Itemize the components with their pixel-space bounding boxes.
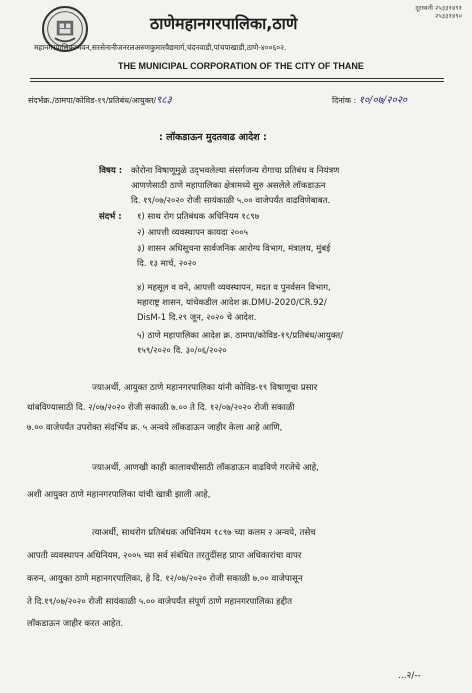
page-continuation-marker: ...२/-- <box>398 671 421 681</box>
paragraph-1-line-3: ७.०० वाजेपर्यंत उपरोक्त संदर्भिय क्र. ५ अन्वये लॉकडाऊन जाहीर केला आहे आणि, <box>27 423 283 433</box>
phone-line-1: दूरध्वनी २५३३१४९१ <box>415 4 462 12</box>
corporation-address: महानगरपालिकाभवन,सरसेनानीजनरलअरुणकुमारवैद्यमार्ग,चंदनवाडी,पांचपाखाडी,ठाणे-४००६०२. <box>34 43 287 52</box>
paragraph-1-line-1: ज्याअर्थी, आयुक्त ठाणे महानगरपालिका यांनी कोविड-१९ विषाणूचा प्रसार <box>92 383 318 393</box>
reference-item-1: १) साथ रोग प्रतिबंधक अधिनियम १८९७ <box>137 212 260 222</box>
reference-number <box>28 92 172 106</box>
order-date <box>332 92 407 106</box>
paragraph-3-line-4: ते दि.१९/०७/२०२० रोजी सायंकाळी ५.०० वाजेपर्यंत संपूर्ण ठाणे महानगरपालिका हद्दीत <box>27 597 292 607</box>
corporation-name-english: THE MUNICIPAL CORPORATION OF THE CITY OF THANE <box>118 61 364 71</box>
reference-item-4-cont-1: महाराष्ट्र शासन, यांचेकडील आदेश क्र.DMU-2020/CR.92/ <box>137 298 327 308</box>
paragraph-3-line-1: त्याअर्थी, साथरोग प्रतिबंधक अधिनियम १८९७ च्या कलम २ अन्वये, तसेच <box>92 528 316 538</box>
phone-line-2: २५३३१४९० <box>434 12 462 20</box>
subject-label: विषय : <box>99 166 123 176</box>
phone-numbers <box>415 4 462 20</box>
date-label: दिनांक : <box>332 96 357 105</box>
order-title: : लॉकडाऊन मुदतवाढ आदेश : <box>159 132 267 143</box>
reference-item-3-cont: दि. १३ मार्च, २०२० <box>137 259 197 269</box>
references-label: संदर्भ : <box>99 212 122 222</box>
reference-label: संदर्भक्र./ठामपा/कोविड-१९/प्रतिबंध/आयुक्त/ <box>28 96 157 105</box>
reference-item-5: ५) ठाणे महापालिका आदेश क्र. ठामपा/कोविड-१९/प्रतिबंध/आयुक्त/ <box>137 331 344 341</box>
paragraph-3-line-2: आपती व्यवस्थापन अधिनियम, २००५ च्या सर्व संबंधित तरतुदींसह प्राप्त अधिकारांचा वापर <box>27 551 302 561</box>
corporation-name-marathi: ठाणेमहानगरपालिका,ठाणे <box>150 14 298 33</box>
paragraph-1-line-2: थांबविण्यासाठी दि. २/०७/२०२० रोजी सकाळी ७.०० ते दि. १२/०७/२०२० रोजी सकाळी <box>27 403 295 413</box>
paragraph-3-line-3: करुन, आयुक्त ठाणे महानगरपालिका, हे दि. १२/०७/२०२० रोजी सकाळी ७.०० वाजेपासून <box>27 574 303 584</box>
reference-item-4-cont-2: DisM-1 दि.२९ जून, २०२० चे आदेश. <box>137 313 257 323</box>
date-value-handwritten: १०/०७/२०२० <box>358 95 408 106</box>
reference-number-handwritten: ९८३ <box>156 95 172 106</box>
subject-line-3: दि. १९/०७/२०२० रोजी सायंकाळी ५.०० वाजेपर्यंत वाढविणेबाबत. <box>131 196 331 206</box>
subject-line-2: आणणेसाठी ठाणे महापालिका क्षेत्रामध्ये सुरु असलेले लॉकडाऊन <box>131 181 326 191</box>
reference-item-2: २) आपत्ती व्यवस्थापन कायदा २००५ <box>137 228 249 238</box>
paragraph-3-line-5: लॉकडाऊन जाहीर करत आहेत. <box>27 619 124 629</box>
reference-item-5-cont: १५९/२०२० दि. ३०/०६/२०२० <box>137 346 227 356</box>
paragraph-2-line-2: अशी आयुक्त ठाणे महानगरपालिका यांची खात्री झाली आहे, <box>27 490 211 500</box>
header-rule-bottom <box>30 81 444 82</box>
subject-line-1: कोरोना विषाणूमुळे उद्‌भवलेल्या संसर्गजन्य रोगाचा प्रतिबंध व नियंत्रण <box>131 166 340 176</box>
reference-item-4: ४) महसूल व वने, आपत्ती व्यवस्थापन, मदत व पुनर्वसन विभाग, <box>137 283 331 293</box>
header-rule-top <box>30 78 444 79</box>
reference-item-3: ३) शासन अधिसूचना सार्वजनिक आरोग्य विभाग, मंत्रालय, मुंबई <box>137 244 331 254</box>
paragraph-2-line-1: ज्याअर्थी, आणखी काही कालावधीसाठी लॉकडाऊन वाढविणे गरजेचे आहे, <box>92 463 319 473</box>
